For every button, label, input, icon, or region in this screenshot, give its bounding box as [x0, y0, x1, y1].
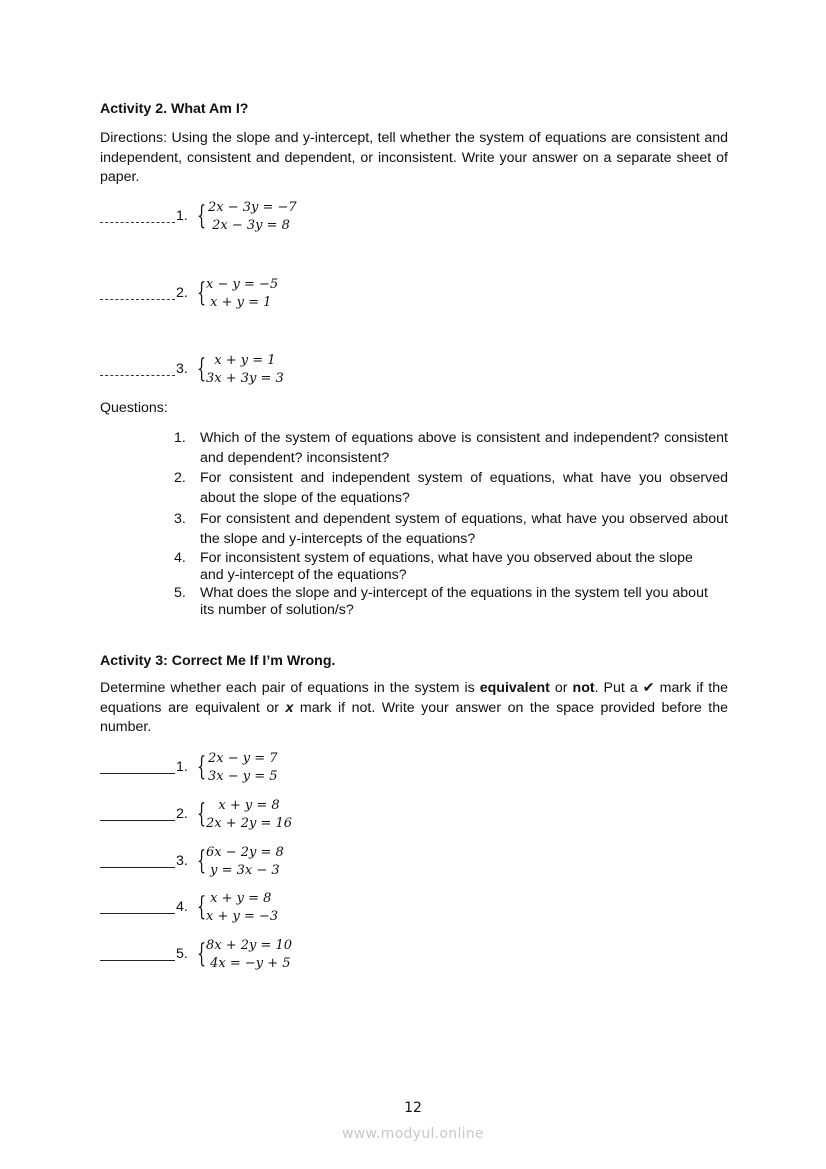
equation-1: x − y = −5: [206, 277, 279, 292]
directions-bold: equivalent: [479, 680, 550, 696]
equation-2: 3x − y = 5: [208, 769, 278, 784]
item-number: 4.: [176, 899, 188, 915]
activity2-directions: Directions: Using the slope and y-intercept, tell whether the system of equations are consistent and independent, consistent and dependent, or inconsistent. Write your answer on a separate sheet of paper.: [100, 130, 728, 185]
directions-bold: not: [572, 680, 595, 696]
question-text: For consistent and independent system of equations, what have you observed about the slope of the equations?: [200, 470, 728, 506]
answer-blank[interactable]: [100, 913, 175, 914]
answer-blank[interactable]: [100, 867, 175, 868]
brace-icon: {: [197, 201, 207, 231]
question-number: 1.: [174, 430, 186, 446]
item-number: 5.: [176, 946, 188, 962]
questions-label: Questions:: [100, 400, 168, 416]
item-number: 3.: [176, 853, 188, 869]
directions-text: mark if not. Write your answer on the space provided before the number.: [100, 699, 728, 735]
equation-2: 3x + 3y = 3: [206, 371, 284, 386]
equation-2: x + y = 1: [206, 295, 272, 310]
brace-icon: {: [197, 892, 207, 922]
directions-text: or: [549, 680, 573, 696]
activity3-title: Activity 3: Correct Me If I’m Wrong.: [100, 653, 336, 669]
equation-1: 2x − y = 7: [208, 751, 278, 766]
answer-blank[interactable]: [100, 375, 175, 376]
question-number: 3.: [174, 511, 186, 527]
brace-icon: {: [197, 752, 207, 782]
equation-2: y = 3x − 3: [206, 863, 280, 878]
equation-2: x + y = −3: [206, 909, 279, 924]
equation-1: 2x − 3y = −7: [208, 200, 297, 215]
item-number: 2.: [176, 806, 188, 822]
equation-2: 2x + 2y = 16: [206, 816, 293, 831]
equation-2: 2x − 3y = 8: [208, 218, 290, 233]
equation-1: x + y = 1: [206, 353, 276, 368]
equation-1: x + y = 8: [206, 798, 280, 813]
question-number: 2.: [174, 470, 186, 486]
question-text: Which of the system of equations above is consistent and independent? consistent and dependent? inconsistent?: [200, 430, 728, 466]
page-number: 12: [404, 1100, 422, 1116]
watermark: www.modyul.online: [342, 1126, 484, 1142]
answer-blank[interactable]: [100, 820, 175, 821]
directions-text: . Put a ✔ mark if the equations are equivalent or: [100, 680, 729, 716]
question-text: For consistent and dependent system of equations, what have you observed about the slope and y-intercepts of the equations?: [200, 511, 728, 547]
question-number: 4.: [174, 550, 186, 566]
brace-icon: {: [197, 846, 207, 876]
question-text: What does the slope and y-intercept of the equations in the system tell you about its number of solution/s?: [200, 585, 708, 618]
answer-blank[interactable]: [100, 773, 175, 774]
answer-blank[interactable]: [100, 960, 175, 961]
question-text: For inconsistent system of equations, what have you observed about the slope and y-intercept of the equations?: [200, 550, 693, 583]
answer-blank[interactable]: [100, 299, 175, 300]
directions-text: Determine whether each pair of equations in the system is: [100, 680, 480, 696]
equation-1: 8x + 2y = 10: [206, 938, 293, 953]
equation-2: 4x = −y + 5: [206, 956, 291, 971]
activity2-title: Activity 2. What Am I?: [100, 101, 249, 117]
brace-icon: {: [197, 799, 207, 829]
answer-blank[interactable]: [100, 222, 175, 223]
item-number: 3.: [176, 361, 188, 377]
equation-1: x + y = 8: [206, 891, 272, 906]
item-number: 1.: [176, 208, 188, 224]
item-number: 1.: [176, 759, 188, 775]
x-mark-icon: x: [285, 699, 294, 716]
activity3-directions: [100, 679, 728, 738]
brace-icon: {: [197, 354, 207, 384]
equation-1: 6x − 2y = 8: [206, 845, 284, 860]
question-number: 5.: [174, 585, 186, 601]
item-number: 2.: [176, 285, 188, 301]
brace-icon: {: [197, 278, 207, 308]
brace-icon: {: [197, 939, 207, 969]
